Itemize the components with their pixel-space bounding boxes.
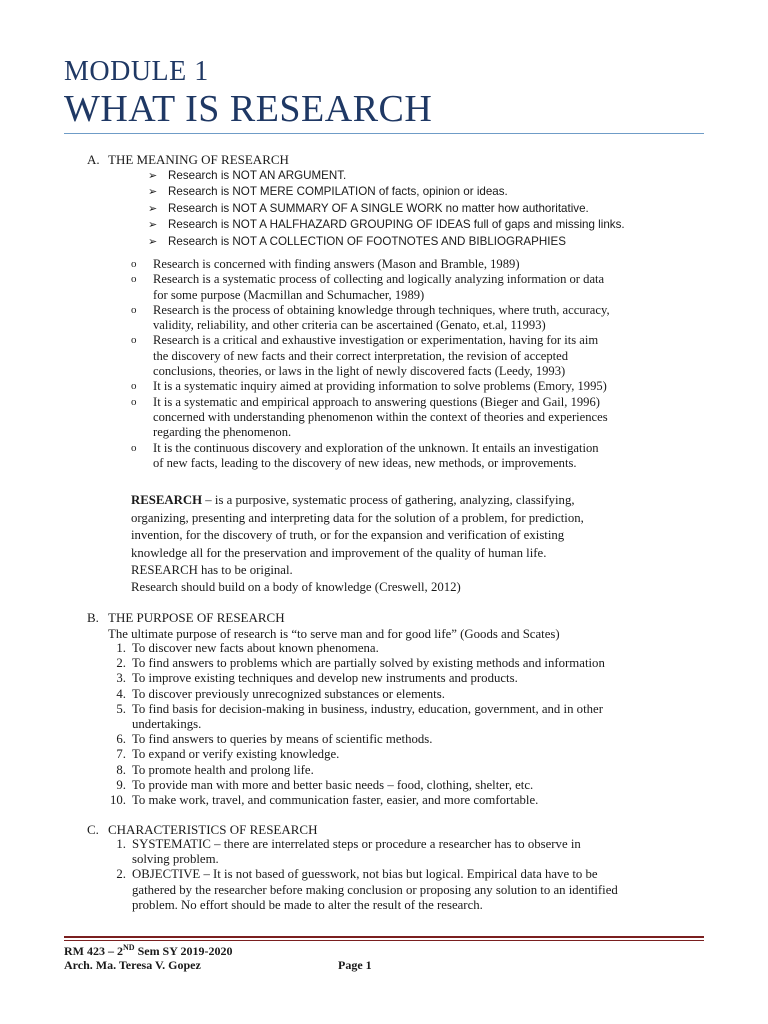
not-list-text: Research is NOT A COLLECTION OF FOOTNOTES AND BIBLIOGRAPHIES (168, 234, 566, 248)
footer-divider-thin (64, 940, 704, 941)
numbered-item (108, 702, 708, 732)
arrow-bullet-icon: ➢ (148, 186, 158, 199)
footer-author: Arch. Ma. Teresa V. Gopez (64, 958, 201, 972)
numbered-item (108, 763, 708, 778)
numbered-line: To expand or verify existing knowledge. (132, 747, 340, 762)
numbered-line: To promote health and prolong life. (132, 762, 314, 777)
numbered-line: To improve existing techniques and develop new instruments and products. (132, 671, 518, 686)
footer-course-suffix: Sem SY 2019-2020 (134, 944, 233, 958)
item-number: 9. (116, 777, 126, 792)
definition-item (131, 272, 711, 303)
definition-item (131, 257, 711, 272)
definition-line: Research is concerned with finding answers (Mason and Bramble, 1989) (153, 257, 520, 271)
numbered-line: SYSTEMATIC – there are interrelated steps or procedure a researcher has to observe in (132, 837, 581, 851)
numbered-line: To discover previously unrecognized substances or elements. (132, 686, 445, 701)
research-definition-text: organizing, presenting and interpreting data for the solution of a problem, for prediction, (131, 510, 584, 525)
research-definition-text: – is a purposive, systematic process of gathering, analyzing, classifying, (202, 493, 575, 507)
research-definition-text: knowledge all for the preservation and improvement of the quality of human life. (131, 545, 547, 560)
numbered-item (108, 793, 708, 808)
item-number: 3. (116, 671, 126, 686)
numbered-line: To find answers to problems which are partially solved by existing methods and information (132, 656, 605, 671)
item-number: 1. (116, 837, 126, 851)
numbered-line: To find answers to queries by means of scientific methods. (132, 732, 433, 747)
not-list-text: Research is NOT AN ARGUMENT. (168, 169, 347, 182)
definition-item (131, 333, 711, 379)
item-number: 8. (116, 762, 126, 777)
title-divider (64, 133, 704, 134)
numbered-item (108, 732, 708, 747)
footer-course-prefix: RM 423 – 2 (64, 944, 123, 958)
item-number: 2. (116, 656, 126, 671)
research-term: RESEARCH (131, 493, 203, 507)
definition-list (131, 257, 711, 471)
module-label: MODULE 1 (64, 56, 209, 87)
definition-line: regarding the phenomenon. (153, 425, 292, 440)
definition-line: validity, reliability, and other criteria can be ascertained (Genato, et.al, 11993) (153, 318, 546, 333)
research-notes (131, 562, 461, 595)
definition-line: conclusions, theories, or laws in the light of newly discovered facts (Leedy, 1993) (153, 364, 566, 379)
numbered-line: OBJECTIVE – It is not based of guesswork, not bias but logical. Empirical data have to be (132, 867, 598, 882)
circle-bullet-icon: o (131, 334, 137, 347)
numbered-item (108, 671, 708, 686)
definition-line: It is a systematic and empirical approach to answering questions (Bieger and Gail, 1996) (153, 394, 600, 409)
footer-course (64, 943, 232, 959)
definition-line: for some purpose (Macmillan and Schumacher, 1989) (153, 287, 425, 302)
research-definition (131, 492, 711, 562)
circle-bullet-icon: o (131, 441, 137, 454)
numbered-item (108, 867, 708, 913)
build-note: Research should build on a body of knowledge (Creswell, 2012) (131, 579, 461, 594)
footer-page-number: Page 1 (338, 958, 372, 972)
arrow-bullet-icon: ➢ (148, 170, 158, 182)
page-title: WHAT IS RESEARCH (64, 88, 433, 130)
definition-line: It is a systematic inquiry aimed at providing information to solve problems (Emory, 1995) (153, 379, 607, 394)
definition-line: Research is the process of obtaining knowledge through techniques, where truth, accuracy, (153, 302, 610, 317)
numbered-item (108, 687, 708, 702)
item-number: 2. (116, 867, 126, 882)
numbered-line: To find basis for decision-making in business, industry, education, government, and in other (132, 701, 603, 716)
numbered-item (108, 656, 708, 671)
numbered-item (108, 641, 708, 656)
definition-item (131, 395, 711, 441)
section-c-letter: C. (87, 822, 99, 837)
item-number: 1. (116, 641, 126, 655)
numbered-line: undertakings. (132, 717, 202, 732)
arrow-bullet-icon: ➢ (148, 202, 158, 215)
section-a-title: THE MEANING OF RESEARCH (108, 152, 289, 167)
research-definition-text: invention, for the discovery of truth, or for the expansion and verification of existing (131, 528, 565, 542)
circle-bullet-icon: o (131, 395, 137, 408)
item-number: 10. (110, 793, 126, 808)
definition-line: It is the continuous discovery and exploration of the unknown. It entails an investigation (153, 440, 599, 455)
circle-bullet-icon: o (131, 258, 137, 270)
item-number: 6. (116, 732, 126, 747)
numbered-line: To discover new facts about known phenomena. (132, 641, 379, 655)
not-list-text: Research is NOT A SUMMARY OF A SINGLE WORK no matter how authoritative. (168, 201, 589, 215)
section-c-title: CHARACTERISTICS OF RESEARCH (108, 822, 318, 837)
numbered-item (108, 747, 708, 762)
circle-bullet-icon: o (131, 273, 137, 286)
definition-line: of new facts, leading to the discovery of new ideas, new methods, or improvements. (153, 455, 577, 470)
item-number: 4. (116, 686, 126, 701)
item-number: 5. (116, 701, 126, 716)
footer-divider (64, 936, 704, 938)
numbered-line: To make work, travel, and communication faster, easier, and more comfortable. (132, 793, 539, 808)
definition-line: Research is a critical and exhaustive investigation or experimentation, having for its aim (153, 333, 599, 348)
not-list-text: Research is NOT A HALFHAZARD GROUPING OF IDEAS full of gaps and missing links. (168, 218, 625, 232)
purpose-list (108, 641, 708, 808)
numbered-item (108, 778, 708, 793)
definition-item (131, 303, 711, 334)
definition-line: concerned with understanding phenomenon within the context of theories and experiences (153, 409, 608, 424)
original-note: RESEARCH has to be original. (131, 563, 293, 577)
research-definition-line (131, 545, 711, 563)
circle-bullet-icon: o (131, 303, 137, 316)
not-list-text: Research is NOT MERE COMPILATION of facts, opinion or ideas. (168, 185, 508, 199)
numbered-line: gathered by the researcher before making conclusion or proposing any solution to an identified (132, 882, 618, 897)
section-b-letter: B. (87, 610, 99, 625)
arrow-bullet-icon: ➢ (148, 235, 158, 248)
definition-line: the discovery of new facts and their correct interpretation, the revision of accepted (153, 348, 569, 363)
numbered-line: To provide man with more and better basic needs – food, clothing, shelter, etc. (132, 777, 534, 792)
definition-item (131, 441, 711, 472)
numbered-line: solving problem. (132, 852, 219, 867)
characteristics-list (108, 837, 708, 913)
definition-item (131, 379, 711, 394)
purpose-intro: The ultimate purpose of research is “to serve man and for good life” (Goods and Scates) (108, 627, 560, 641)
arrow-bullet-icon: ➢ (148, 219, 158, 232)
numbered-item (108, 837, 708, 867)
item-number: 7. (116, 747, 126, 762)
definition-line: Research is a systematic process of collecting and logically analyzing information or data (153, 272, 605, 287)
circle-bullet-icon: o (131, 380, 137, 393)
research-definition-line (131, 527, 711, 545)
section-a-letter: A. (87, 152, 100, 167)
research-definition-line (131, 510, 711, 528)
research-definition-line (131, 492, 711, 510)
section-b-title: THE PURPOSE OF RESEARCH (108, 610, 285, 625)
numbered-line: problem. No effort should be made to alter the result of the research. (132, 897, 483, 912)
footer-course-sup: ND (123, 943, 135, 952)
